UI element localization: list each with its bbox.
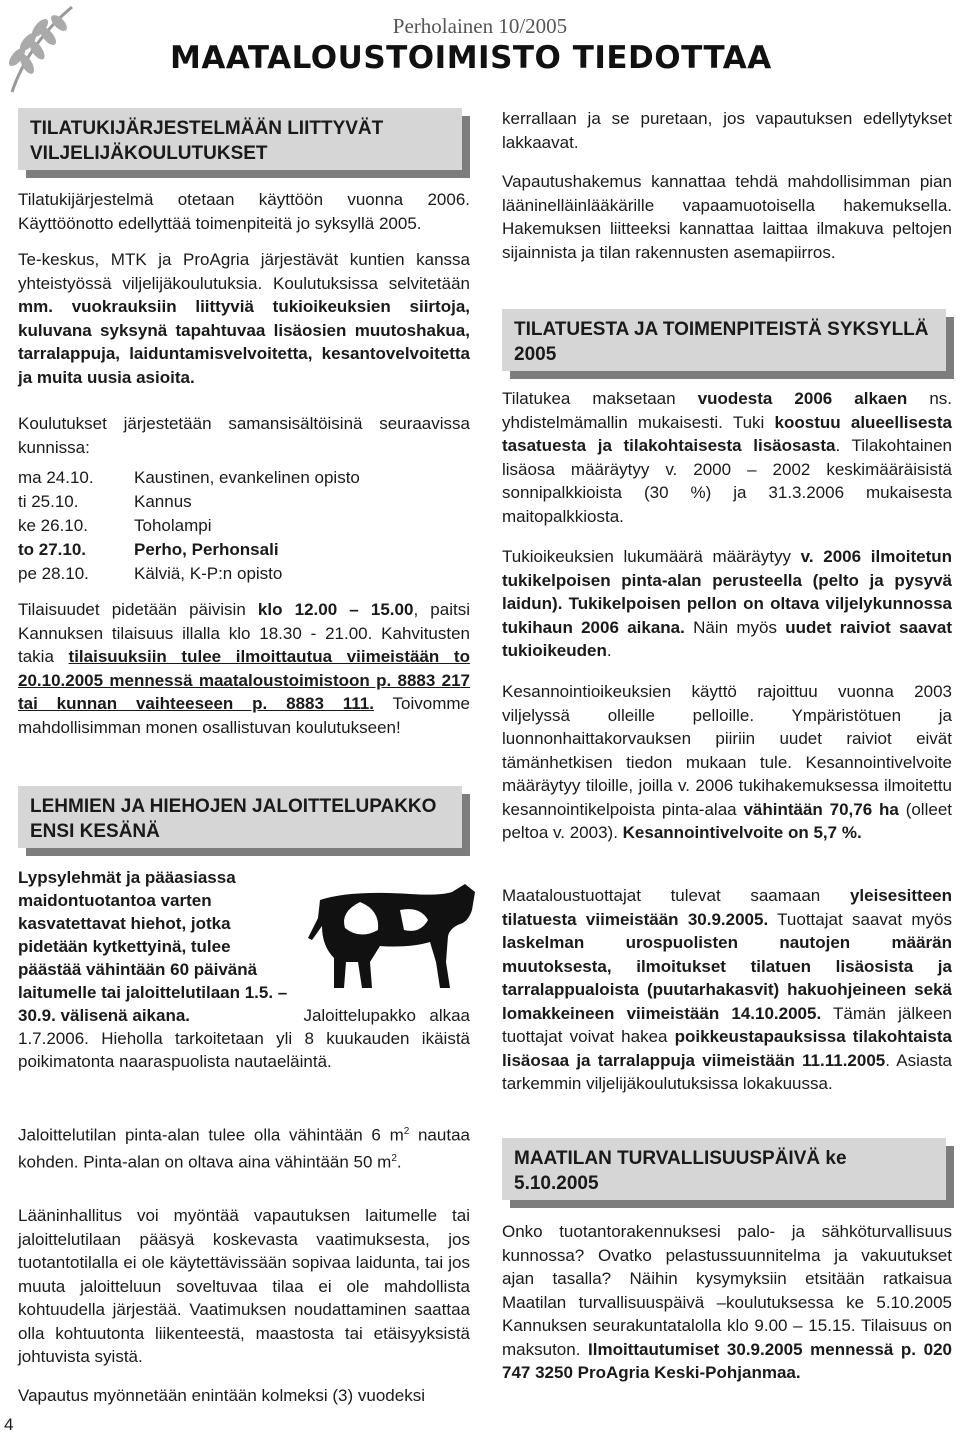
paragraph (502, 884, 952, 1096)
schedule-row (18, 562, 470, 586)
schedule-place: Perho, Perhonsali (134, 540, 279, 559)
schedule-day: ma 24.10. (18, 468, 94, 487)
schedule-list (18, 466, 470, 586)
text: . (606, 641, 612, 660)
text: Maataloustuottajat tulevat saamaan (502, 886, 850, 905)
paragraph: Tilatukijärjestelmä otetaan käyttöön vuonna 2006. Käyttöönotto edellyttää toimenpiteitä jo syksyllä 2005. (18, 190, 470, 233)
paragraph: Koulutukset järjestetään samansisältöisinä seuraavissa kunnissa: (18, 414, 470, 457)
text: Tilaisuudet pidetään päivisin (18, 600, 258, 619)
text: Tuottajat saavat myös (768, 909, 952, 929)
text: Jaloittelupakko alkaa 1.7.2006. Hieholla tarkoitetaan yli 8 kuukauden ikäistä poikimatonta naaraspuolista nautaeläintä. (18, 1006, 470, 1071)
heading-tilatuesta: TILATUESTA JA TOIMENPITEISTÄ SYKSYLLÄ 2005 (502, 309, 946, 371)
text-bold: vähintään 70,76 ha (743, 799, 899, 819)
text: (olleet peltoa v. 2003). (502, 799, 952, 842)
heading-viljelijakoulutukset: TILATUKIJÄRJESTELMÄÄN LIITTYVÄT VILJELIJÄKOULUTUKSET (18, 108, 462, 170)
text-bold: yleisesitteen tilatuesta viimeistään 30.9.2005. (502, 886, 952, 929)
text-bold-underlined: tilaisuuksiin tulee ilmoittautua viimeistään to 20.10.2005 mennessä maataloustoimistoon p. 8883 217 tai kunnan vaihteeseen p. 8883 111. (18, 647, 470, 713)
paragraph (18, 248, 470, 389)
schedule-day: pe 28.10. (18, 564, 89, 583)
publication-name: Perholainen 10/2005 (392, 14, 568, 38)
schedule-row (18, 538, 470, 562)
superscript: 2 (391, 1153, 397, 1165)
schedule-place: Kälviä, K-P:n opisto (134, 564, 283, 583)
text: Kesannointioikeuksien käyttö rajoittuu vuonna 2003 viljelyssä olleille pelloille. Ympäristötuen ja luonnonhaittakorvauksen piiriin uudet raiviot eivät tämänhetkisen tiedon mukaan tule. Kesannointivelvoite määräytyy tiloille, joilla v. 2006 tukihakemuksessa ilmoitettu kesannointikelpoista pinta-alaa (502, 682, 952, 819)
page-number: 4 (4, 1415, 14, 1434)
text: nautaa kohden. Pinta-alan on oltava aina vähintään 50 m (18, 1125, 470, 1172)
schedule-row (18, 466, 470, 490)
paragraph: Vapautus myönnetään enintään kolmeksi (3) vuodeksi (18, 1386, 425, 1405)
text: , paitsi Kannuksen tilaisuus illalla klo 18.30 - 21.00. Kahvitusten takia (18, 600, 470, 666)
heading-turvallisuuspaiva: MAATILAN TURVALLISUUSPÄIVÄ ke 5.10.2005 (502, 1138, 946, 1200)
text-bold: vuodesta 2006 alkaen (697, 389, 908, 408)
text-bold: poikkeustapauksissa tilakohtaista lisäosaa ja tarralappuja viimeistään 11.11.2005 (502, 1027, 953, 1070)
text: Te-keskus, MTK ja ProAgria järjestävät kuntien kanssa yhteistyössä viljelijäkoulutuksia. Koulutuksissa selvitetään (18, 250, 470, 293)
text-bold: laskelman urospuolisten nautojen määrän muutoksesta, ilmoitukset tilatuen lisäosista ja tarralappualoista (puutarhakasvit) hakuohjeineen sekä lomakkeineen viimeistään 14.10.2005. (502, 933, 952, 1023)
text: . (396, 1152, 402, 1172)
superscript: 2 (403, 1126, 410, 1137)
text-bold: v. 2006 ilmoitetun tukikelpoisen pinta-alan perusteella (pelto ja pysyvä laidun). Tukikelpoisen pellon on oltava viljelykunnossa tukihaun 2006 aikana. (502, 547, 952, 637)
schedule-row (18, 514, 470, 538)
text: Onko tuotantorakennuksesi palo- ja sähköturvallisuus kunnossa? Ovatko pelastussuunnitelma ja vakuutukset ajan tasalla? Näihin kysymyksiin etsitään ratkaisua Maatilan turvallisuuspäivä –koulutuksessa ke 5.10.2005 Kannuksen seurakuntatalolla klo 9.00 – 15.15. Tilaisuus on maksuton. (502, 1222, 952, 1359)
text-bold: Lypsylehmät ja pääasiassa maidontuotantoa varten kasvatettavat hiehot, jotka pidetään kytkettyinä, tulee päästää vähintään 60 päivänä laitumelle tai jaloittelutilaan 1.5. – 30.9. välisenä aikana. (18, 868, 288, 1025)
text-bold: koostuu alueellisesta tasatuesta ja tilakohtaisesta lisäosasta (502, 412, 953, 455)
text-bold: uudet raiviot saavat tukioikeuden (502, 617, 952, 660)
schedule-place: Kaustinen, evankelinen opisto (134, 468, 360, 487)
schedule-row (18, 490, 470, 514)
text: . Asiasta tarkemmin viljelijäkoulutuksissa lokakuussa. (502, 1050, 952, 1093)
paragraph (502, 1220, 952, 1385)
text: Toivomme mahdollisimman monen osallistuvan koulutukseen! (18, 694, 471, 737)
text: Tilatukea maksetaan (502, 389, 698, 408)
schedule-day: ke 26.10. (18, 516, 88, 535)
text-bold: klo 12.00 – 15.00 (257, 600, 414, 619)
text: . Tilakohtainen lisäosa määräytyy v. 2000 – 2002 keskimääräisistä sonnipalkkioista (30 %) ja 31.3.2006 mukaisesta maitopalkkiosta. (502, 436, 952, 526)
text: Näin myös (684, 617, 786, 637)
text: ns. yhdistelmämallin mukaisesti. Tuki (502, 389, 953, 432)
paragraph (18, 598, 470, 739)
cow-icon (300, 870, 480, 995)
heading-jaloittelupakko: LEHMIEN JA HIEHOJEN JALOITTELUPAKKO ENSI KESÄNÄ (18, 786, 462, 848)
text-bold: mm. vuokrauksiin liittyviä tukioikeuksien siirtoja, kuluvana syksynä tapahtuvaa lisäosien muutoshakua, tarralappuja, laiduntamisvelvoitetta, kesantovelvoitetta ja muita uusia asioita. (18, 297, 470, 387)
paragraph: Vapautushakemus kannattaa tehdä mahdollisimman pian lääninelläinlääkärille vapaamuotoisella hakemuksella. Hakemuksen liitteeksi kannattaa laittaa ilmakuva peltojen sijainnista ja tilan rakennusten asemapiirros. (502, 172, 952, 262)
text: Jaloittelutilan pinta-alan tulee olla vähintään 6 m (18, 1125, 404, 1145)
paragraph (502, 387, 952, 528)
text-bold: Ilmoittautumiset 30.9.2005 mennessä p. 020 747 3250 ProAgria Keski-Pohjanmaa. (502, 1339, 952, 1382)
paragraph (502, 545, 952, 663)
page-banner: MAATALOUSTOIMISTO TIEDOTTAA (170, 40, 772, 76)
paragraph: kerrallaan ja se puretaan, jos vapautuksen edellytykset lakkaavat. (502, 109, 952, 152)
paragraph (502, 680, 952, 845)
schedule-place: Kannus (134, 492, 192, 511)
schedule-day: ti 25.10. (18, 492, 79, 511)
schedule-place: Toholampi (134, 516, 212, 535)
schedule-day: to 27.10. (18, 540, 87, 559)
text: Tämän jälkeen tuottajat voivat hakea (502, 1003, 952, 1046)
paragraph (18, 1120, 470, 1174)
text-bold: Kesannointivelvoite on 5,7 %. (622, 823, 862, 842)
text: Tukioikeuksien lukumäärä määräytyy (502, 547, 801, 566)
paragraph: Lääninhallitus voi myöntää vapautuksen laitumelle tai jaloittelutilaan pääsyä koskevasta vaatimuksesta, jos tuotantotilalla ei ole käytettävissään sopivaa laidunta, tai jos muuta jaloitteluun soveltuvaa tilaa ei ole mahdollista kohtuudella järjestää. Vaatimuksen noudattaminen saattaa olla kohtuutonta liikenteestä, maastosta tai etäisyyksistä johtuvista syistä. (18, 1206, 470, 1366)
